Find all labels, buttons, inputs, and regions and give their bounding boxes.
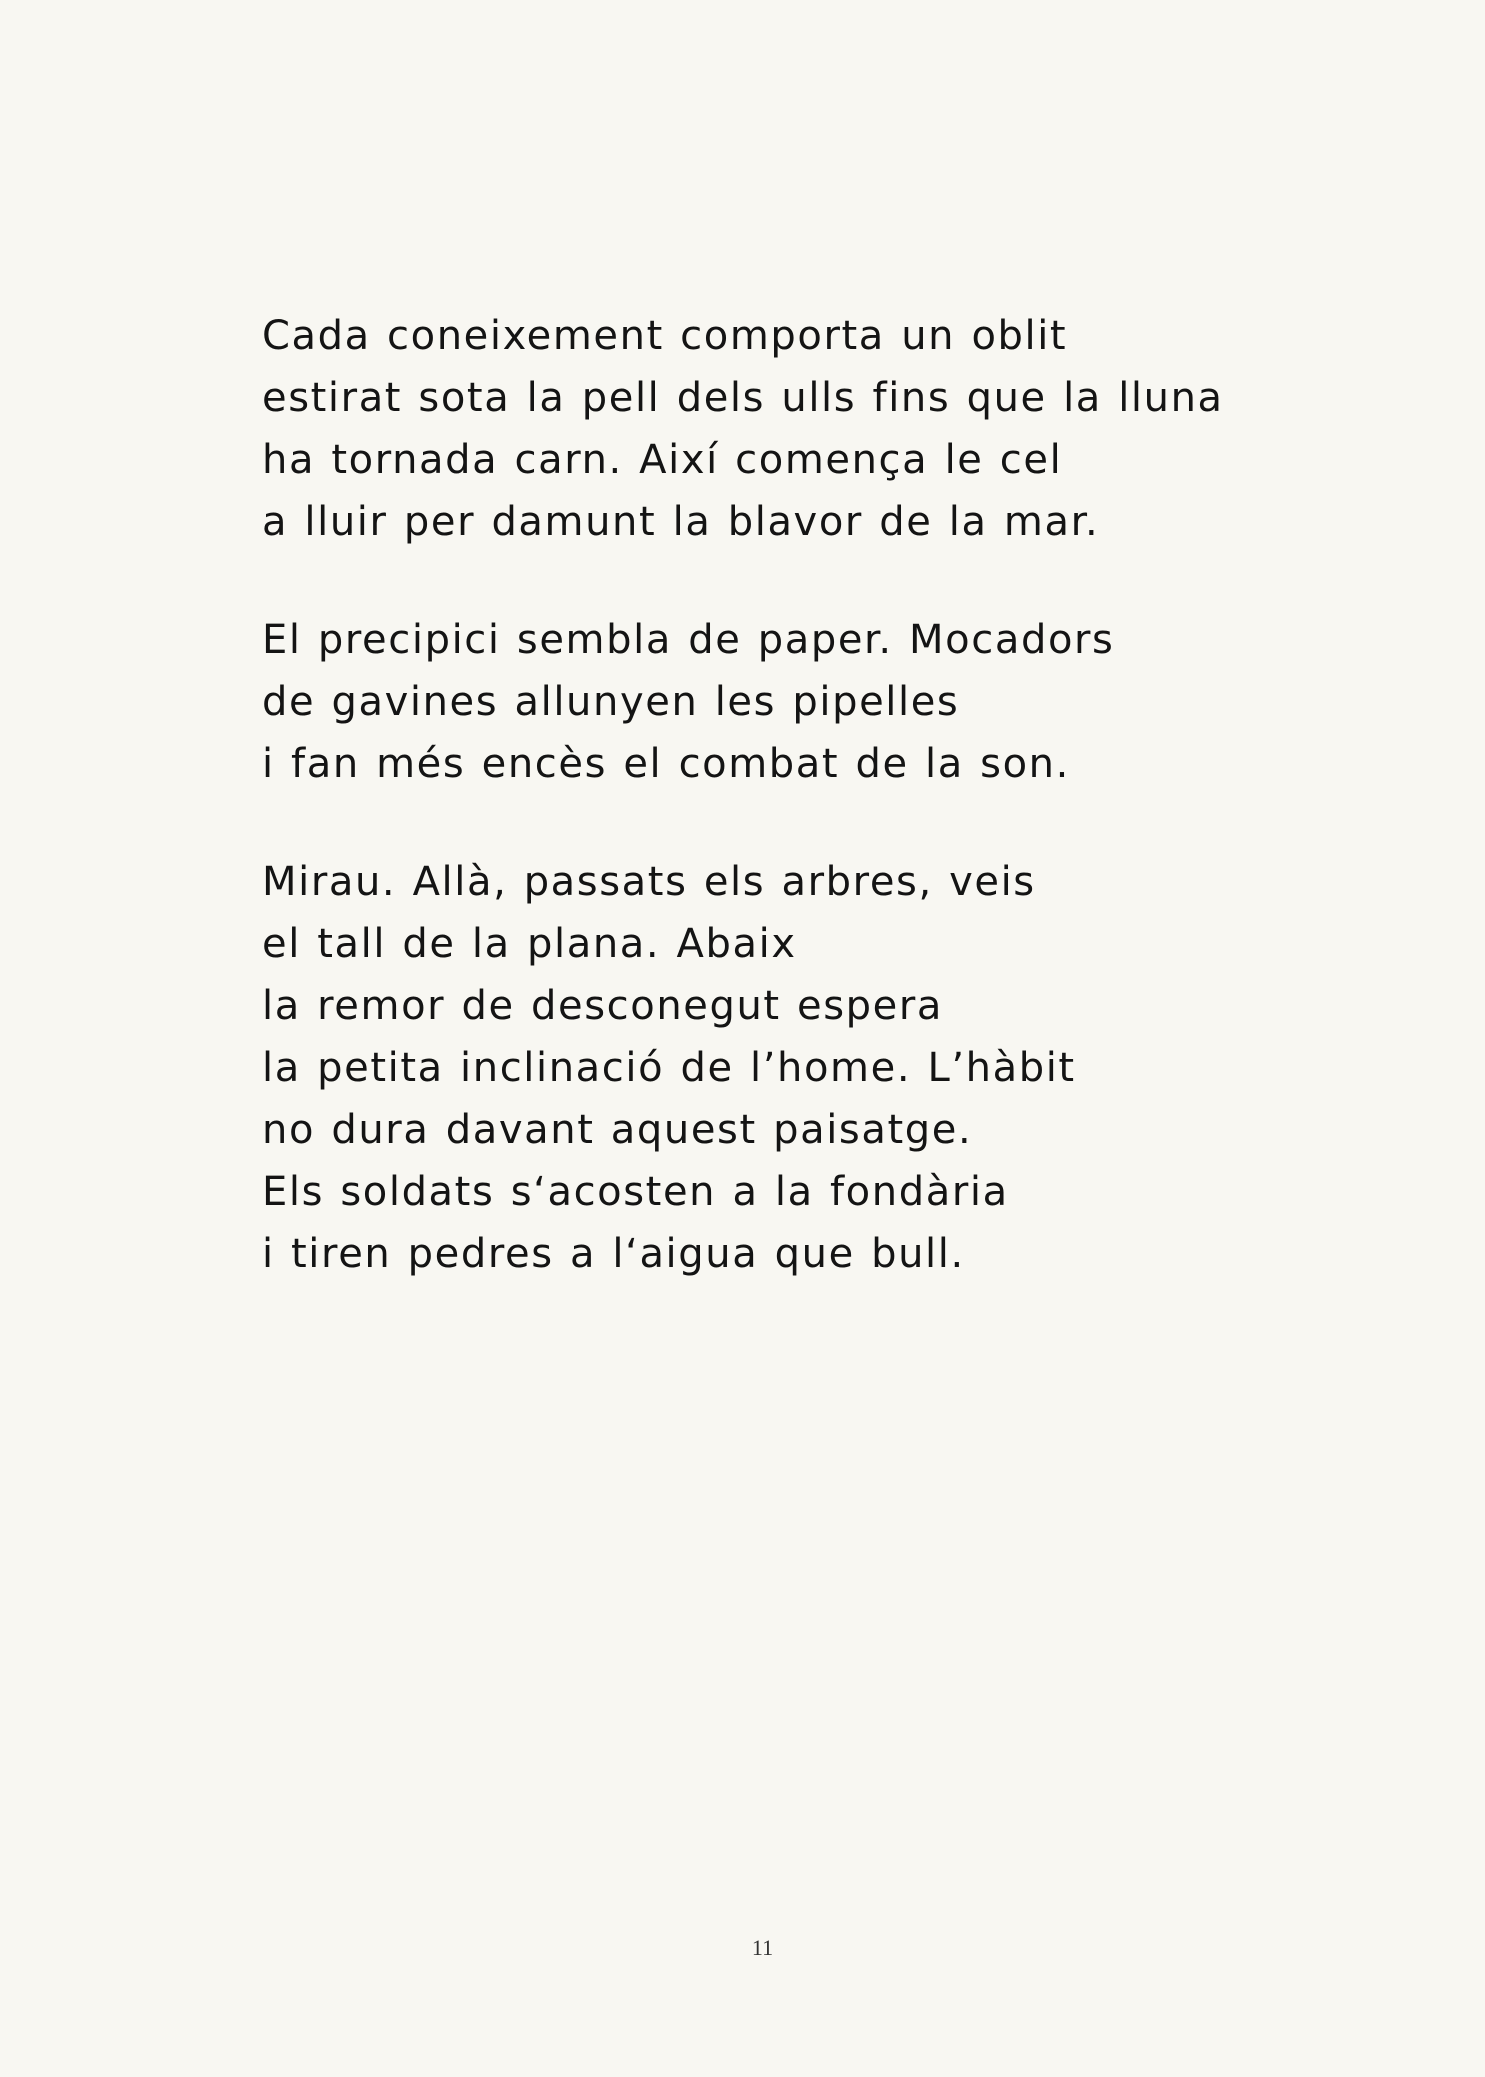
poem-line: El precipici sembla de paper. Mocadors [262,617,1115,663]
poem-text [262,305,1362,1341]
poem-line: Mirau. Allà, passats els arbres, veis [262,859,1036,905]
poem-line: de gavines allunyen les pipelles [262,679,960,725]
poem-line: ha tornada carn. Així comença le cel [262,437,1063,483]
stanza-1 [262,305,1362,553]
poem-line: el tall de la plana. Abaix [262,921,797,967]
poem-line: i fan més encès el combat de la son. [262,741,1070,787]
poem-line: la remor de desconegut espera [262,983,944,1029]
poem-line: Cada coneixement comporta un oblit [262,313,1068,359]
poem-line: i tiren pedres a l‘aigua que bull. [262,1231,965,1277]
poem-line: la petita inclinació de l’home. L’hàbit [262,1045,1076,1091]
poem-line: Els soldats s‘acosten a la fondària [262,1169,1009,1215]
poem-line: a lluir per damunt la blavor de la mar. [262,499,1100,545]
stanza-3 [262,851,1362,1285]
stanza-2 [262,609,1362,795]
poem-line: estirat sota la pell dels ulls fins que la lluna [262,375,1224,421]
poem-line: no dura davant aquest paisatge. [262,1107,973,1153]
page-number: 11 [751,1935,774,1960]
